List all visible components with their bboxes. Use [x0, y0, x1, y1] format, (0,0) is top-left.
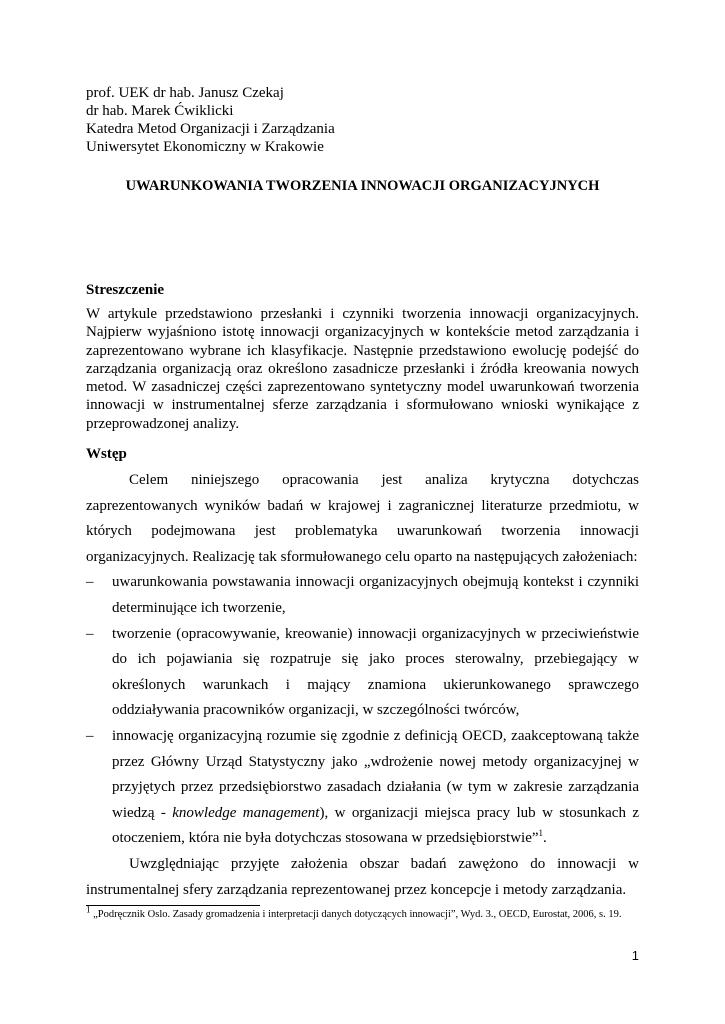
footnote-ref[interactable]: 1	[538, 828, 544, 839]
footnote	[86, 904, 639, 922]
list-item-end: .	[543, 830, 547, 847]
footnote-text: „Podręcznik Oslo. Zasady gromadzenia i interpretacji danych dotyczących innowacji”, Wyd. 3., OECD, Eurostat, 2006, s. 19.	[90, 909, 622, 920]
list-item	[86, 724, 639, 852]
page-number: 1	[631, 948, 639, 963]
list-item	[86, 622, 639, 724]
intro-heading: Wstęp	[86, 446, 127, 462]
page	[86, 0, 639, 1024]
author-line-1: prof. UEK dr hab. Janusz Czekaj	[86, 85, 284, 101]
list-dash: –	[86, 727, 94, 744]
intro-paragraph-1: Celem niniejszego opracowania jest analiza krytyczna dotychczas zaprezentowanych wyników badań w krajowej i zagranicznej literaturze przedmiotu, w których podejmowana jest problematyka uwarunkowań tworzenia innowacji organizacyjnych. Realizację tak sformułowanego celu oparto na następujących założeniach:	[86, 472, 639, 565]
list-item-text-b: ), w organizacji miejsca pracy lub w stosunkach z otoczeniem, która nie była dotychczas stosowana w przedsiębiorstwie”	[112, 804, 640, 847]
intro-paragraph-2: Uwzględniając przyjęte założenia obszar badań zawężono do innowacji w instrumentalnej sfery zarządzania reprezentowanej przez koncepcje i metody zarządzania.	[86, 855, 639, 898]
affiliation-university: Uniwersytet Ekonomiczny w Krakowie	[86, 139, 324, 155]
author-block	[86, 84, 335, 156]
affiliation-department: Katedra Metod Organizacji i Zarządzania	[86, 121, 335, 137]
paper-title: UWARUNKOWANIA TWORZENIA INNOWACJI ORGANIZACYJNYCH	[125, 178, 600, 194]
assumptions-list	[86, 570, 639, 852]
abstract-heading: Streszczenie	[86, 282, 165, 298]
intro-body	[86, 468, 639, 903]
list-item-text: uwarunkowania powstawania innowacji organizacyjnych obejmują kontekst i czynniki determinujące ich tworzenie,	[112, 574, 639, 616]
list-item-text-a: innowację organizacyjną rozumie się zgodnie z definicją OECD, zaakceptowaną także przez Główny Urząd Statystyczny jako „wdrożenie nowej metody organizacyjnej w przyjętych przez przedsiębiorstwo zasadach działania (w tym w zakresie zarządzania wiedzą -	[112, 727, 639, 821]
list-dash: –	[86, 574, 94, 591]
footnote-number: 1	[86, 904, 91, 915]
footnote-separator	[86, 905, 260, 906]
author-line-2: dr hab. Marek Ćwiklicki	[86, 103, 234, 119]
emphasis-term: knowledge management	[172, 804, 320, 821]
list-dash: –	[86, 625, 94, 642]
list-item	[86, 570, 639, 621]
abstract-text: W artykule przedstawiono przesłanki i czynniki tworzenia innowacji organizacyjnych. Najpierw wyjaśniono istotę innowacji organizacyjnych w kontekście metod zarządzania i zaprezentowano wybrane ich klasyfikacje. Następnie przedstawiono ewolucję podejść do zarządzania organizacją oraz określono zasadnicze przesłanki i źródła kreowania nowych metod. W zasadniczej części zaprezentowano syntetyczny model uwarunkowań tworzenia innowacji w instrumentalnej sferze zarządzania i sformułowano wnioski wynikające z przeprowadzonej analizy.	[86, 306, 639, 432]
list-item-text: tworzenie (opracowywanie, kreowanie) innowacji organizacyjnych w przeciwieństwie do ich pojawiania się rozpatruje się jako proces sterowalny, przebiegający w określonych warunkach i mający znamiona ukierunkowanego sprawczego oddziaływania pracowników organizacji, w szczególności twórców,	[112, 625, 639, 719]
